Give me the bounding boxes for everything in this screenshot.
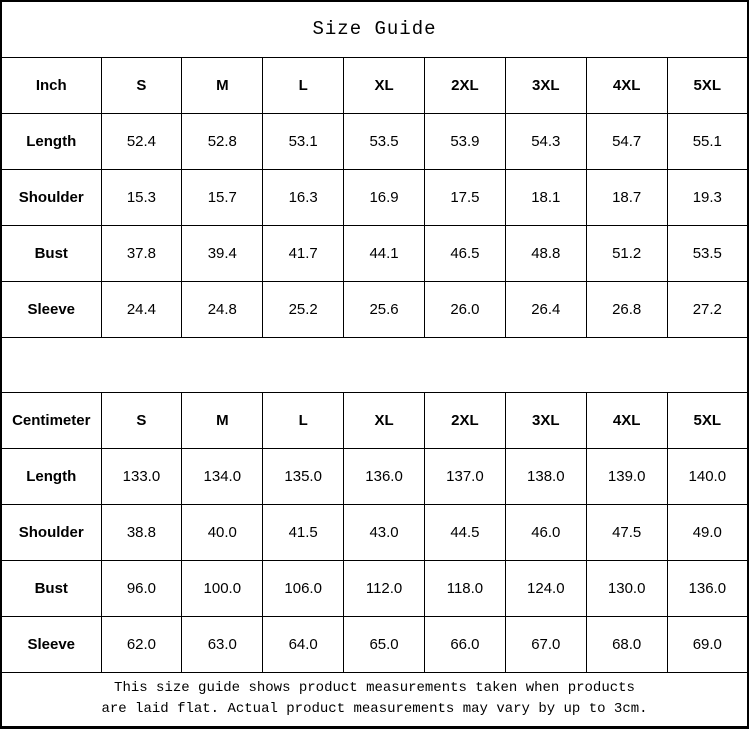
measurement-value: 40.0 bbox=[182, 504, 263, 560]
measurement-value: 140.0 bbox=[667, 448, 748, 504]
measurement-value: 15.3 bbox=[101, 169, 182, 225]
measurement-label: Bust bbox=[1, 225, 101, 281]
size-column-header: S bbox=[101, 57, 182, 113]
measurement-value: 100.0 bbox=[182, 560, 263, 616]
note-line-1: This size guide shows product measurements taken when products bbox=[114, 679, 635, 696]
measurement-label: Sleeve bbox=[1, 281, 101, 337]
measurement-value: 24.4 bbox=[101, 281, 182, 337]
size-column-header: 2XL bbox=[425, 57, 506, 113]
measurement-value: 53.5 bbox=[344, 113, 425, 169]
measurement-label: Sleeve bbox=[1, 616, 101, 672]
measurement-value: 135.0 bbox=[263, 448, 344, 504]
measurement-value: 41.7 bbox=[263, 225, 344, 281]
spacer-cell bbox=[1, 337, 748, 392]
table-row bbox=[1, 504, 748, 560]
measurement-value: 25.6 bbox=[344, 281, 425, 337]
size-column-header: 2XL bbox=[425, 392, 506, 448]
measurement-value: 39.4 bbox=[182, 225, 263, 281]
measurement-value: 44.5 bbox=[425, 504, 506, 560]
measurement-value: 18.1 bbox=[505, 169, 586, 225]
size-column-header: 3XL bbox=[505, 392, 586, 448]
measurement-value: 53.5 bbox=[667, 225, 748, 281]
measurement-value: 48.8 bbox=[505, 225, 586, 281]
measurement-value: 130.0 bbox=[586, 560, 667, 616]
size-column-header: 5XL bbox=[667, 392, 748, 448]
measurement-value: 52.4 bbox=[101, 113, 182, 169]
table-row bbox=[1, 281, 748, 337]
page-title: Size Guide bbox=[1, 1, 748, 57]
table-row bbox=[1, 616, 748, 672]
size-column-header: L bbox=[263, 57, 344, 113]
measurement-value: 53.1 bbox=[263, 113, 344, 169]
size-column-header: M bbox=[182, 57, 263, 113]
measurement-note bbox=[1, 672, 748, 728]
measurement-value: 96.0 bbox=[101, 560, 182, 616]
unit-header-inch: Inch bbox=[1, 57, 101, 113]
measurement-value: 65.0 bbox=[344, 616, 425, 672]
measurement-value: 17.5 bbox=[425, 169, 506, 225]
measurement-value: 38.8 bbox=[101, 504, 182, 560]
measurement-value: 137.0 bbox=[425, 448, 506, 504]
measurement-value: 24.8 bbox=[182, 281, 263, 337]
size-column-header: XL bbox=[344, 57, 425, 113]
table-row bbox=[1, 113, 748, 169]
measurement-value: 68.0 bbox=[586, 616, 667, 672]
note-line-2: are laid flat. Actual product measurements may vary by up to 3cm. bbox=[101, 701, 648, 718]
measurement-label: Bust bbox=[1, 560, 101, 616]
measurement-value: 139.0 bbox=[586, 448, 667, 504]
size-column-header: S bbox=[101, 392, 182, 448]
measurement-value: 41.5 bbox=[263, 504, 344, 560]
measurement-value: 18.7 bbox=[586, 169, 667, 225]
size-column-header: 4XL bbox=[586, 392, 667, 448]
measurement-value: 67.0 bbox=[505, 616, 586, 672]
measurement-value: 134.0 bbox=[182, 448, 263, 504]
measurement-value: 124.0 bbox=[505, 560, 586, 616]
measurement-value: 26.4 bbox=[505, 281, 586, 337]
measurement-value: 43.0 bbox=[344, 504, 425, 560]
measurement-value: 66.0 bbox=[425, 616, 506, 672]
inch-header-row bbox=[1, 57, 748, 113]
measurement-value: 49.0 bbox=[667, 504, 748, 560]
measurement-value: 54.7 bbox=[586, 113, 667, 169]
measurement-value: 55.1 bbox=[667, 113, 748, 169]
table-row bbox=[1, 169, 748, 225]
measurement-value: 44.1 bbox=[344, 225, 425, 281]
measurement-value: 26.0 bbox=[425, 281, 506, 337]
measurement-value: 54.3 bbox=[505, 113, 586, 169]
measurement-value: 133.0 bbox=[101, 448, 182, 504]
measurement-value: 106.0 bbox=[263, 560, 344, 616]
measurement-value: 25.2 bbox=[263, 281, 344, 337]
note-row bbox=[1, 672, 748, 728]
measurement-value: 136.0 bbox=[344, 448, 425, 504]
measurement-value: 62.0 bbox=[101, 616, 182, 672]
measurement-value: 52.8 bbox=[182, 113, 263, 169]
measurement-label: Shoulder bbox=[1, 504, 101, 560]
measurement-value: 15.7 bbox=[182, 169, 263, 225]
size-column-header: 3XL bbox=[505, 57, 586, 113]
measurement-value: 46.5 bbox=[425, 225, 506, 281]
measurement-value: 46.0 bbox=[505, 504, 586, 560]
measurement-label: Length bbox=[1, 113, 101, 169]
size-column-header: L bbox=[263, 392, 344, 448]
size-column-header: 4XL bbox=[586, 57, 667, 113]
measurement-value: 16.3 bbox=[263, 169, 344, 225]
measurement-value: 118.0 bbox=[425, 560, 506, 616]
measurement-label: Length bbox=[1, 448, 101, 504]
measurement-value: 63.0 bbox=[182, 616, 263, 672]
centimeter-header-row bbox=[1, 392, 748, 448]
measurement-value: 47.5 bbox=[586, 504, 667, 560]
size-column-header: M bbox=[182, 392, 263, 448]
measurement-value: 136.0 bbox=[667, 560, 748, 616]
title-row bbox=[1, 1, 748, 57]
measurement-value: 64.0 bbox=[263, 616, 344, 672]
measurement-value: 53.9 bbox=[425, 113, 506, 169]
table-row bbox=[1, 225, 748, 281]
measurement-value: 112.0 bbox=[344, 560, 425, 616]
measurement-value: 69.0 bbox=[667, 616, 748, 672]
measurement-value: 27.2 bbox=[667, 281, 748, 337]
measurement-value: 37.8 bbox=[101, 225, 182, 281]
measurement-value: 51.2 bbox=[586, 225, 667, 281]
measurement-value: 16.9 bbox=[344, 169, 425, 225]
measurement-value: 26.8 bbox=[586, 281, 667, 337]
size-column-header: 5XL bbox=[667, 57, 748, 113]
table-row bbox=[1, 448, 748, 504]
table-row bbox=[1, 560, 748, 616]
spacer-row bbox=[1, 337, 748, 392]
measurement-value: 138.0 bbox=[505, 448, 586, 504]
measurement-label: Shoulder bbox=[1, 169, 101, 225]
unit-header-centimeter: Centimeter bbox=[1, 392, 101, 448]
measurement-value: 19.3 bbox=[667, 169, 748, 225]
size-column-header: XL bbox=[344, 392, 425, 448]
